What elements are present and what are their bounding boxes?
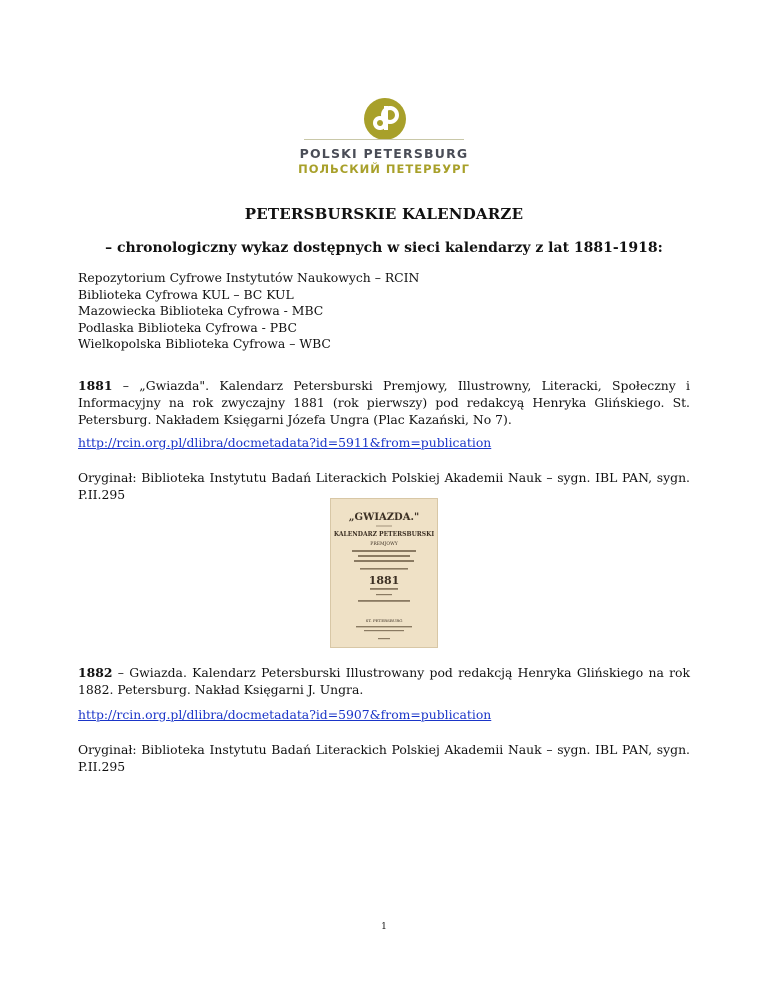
source-item: Wielkopolska Biblioteka Cyfrowa – WBC	[78, 336, 331, 351]
source-item: Podlaska Biblioteka Cyfrowa - PBC	[78, 319, 297, 335]
document-title: PETERSBURSKIE KALENDARZE	[244, 205, 524, 223]
cover-year: 1881	[368, 574, 400, 587]
logo-divider	[304, 139, 464, 140]
entry-original: Oryginał: Biblioteka Instytutu Badań Literackich Polskiej Akademii Nauk – sygn. IBL PAN, sygn. P.II.295	[78, 742, 690, 774]
entry-link[interactable]: http://rcin.org.pl/dlibra/docmetadata?id=5907&from=publication	[78, 707, 492, 722]
entry-1881	[78, 377, 690, 428]
entry-1882	[78, 664, 690, 698]
logo-name-pl: POLSKI PETERSBURG	[299, 146, 469, 161]
source-item: Biblioteka Cyfrowa KUL – BC KUL	[78, 286, 294, 302]
entry-original: Oryginał: Biblioteka Instytutu Badań Literackich Polskiej Akademii Nauk – sygn. IBL PAN, sygn. P.II.295	[78, 470, 690, 502]
sources-list	[78, 270, 419, 353]
cover-place: ST. PETERSBURG	[365, 618, 403, 623]
entry-year: 1881	[78, 378, 113, 393]
polski-petersburg-logo-icon	[364, 98, 406, 140]
document-subtitle: – chronologiczny wykaz dostępnych w sieci kalendarzy z lat 1881-1918:	[105, 240, 663, 256]
page-number: 1	[381, 922, 387, 932]
entry-description: – Gwiazda. Kalendarz Petersburski Illustrowany pod redakcją Henryka Glińskiego na rok 1882. Petersburg. Nakład Księgarni J. Ungra.	[78, 665, 690, 697]
cover-line1: KALENDARZ PETERSBURSKI	[333, 531, 435, 538]
entry-link[interactable]: http://rcin.org.pl/dlibra/docmetadata?id=5911&from=publication	[78, 435, 492, 450]
calendar-cover-image	[330, 498, 438, 648]
cover-line2: PREMJOWY	[370, 542, 398, 547]
source-item: Repozytorium Cyfrowe Instytutów Naukowych – RCIN	[78, 270, 420, 285]
cover-title: „GWIAZDA."	[348, 512, 420, 523]
logo-name-ru: ПОЛЬСКИЙ ПЕТЕРБУРГ	[298, 162, 470, 176]
entry-year: 1882	[78, 665, 113, 680]
source-item: Mazowiecka Biblioteka Cyfrowa - MBC	[78, 303, 324, 318]
entry-description: – „Gwiazda". Kalendarz Petersburski Premjowy, Illustrowny, Literacki, Społeczny i Informacyjny na rok zwyczajny 1881 (rok pierwszy) pod redakcyą Henryka Glińskiego. St. Petersburg. Nakładem Księgarni Józefa Ungra (Plac Kazański, No 7).	[78, 378, 690, 427]
